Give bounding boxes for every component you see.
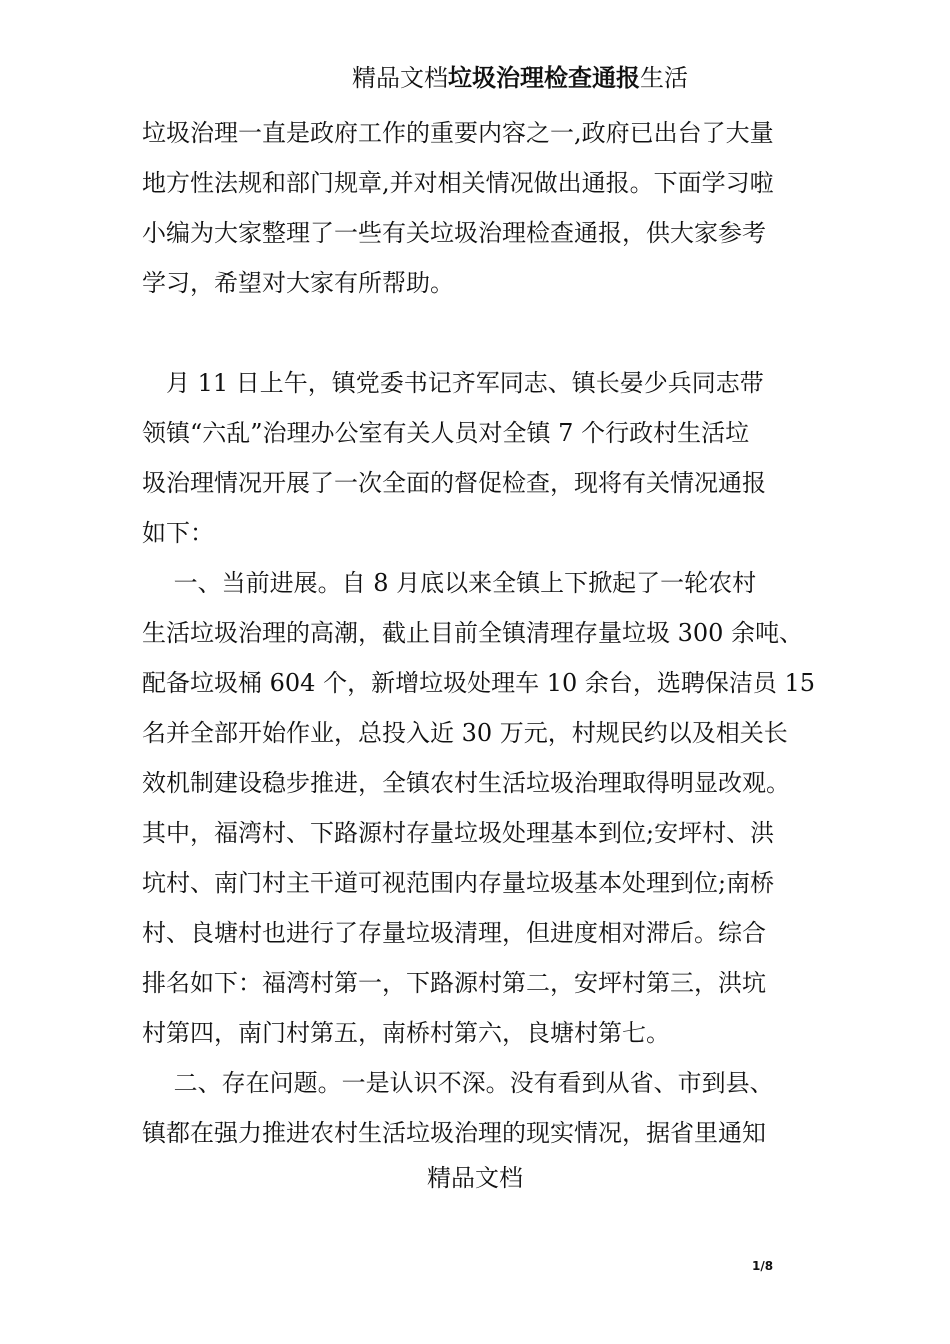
text-line: 坑村、南门村主干道可视范围内存量垃圾基本处理到位;南桥 [142, 869, 775, 897]
page-footer: 精品文档 [427, 1164, 523, 1192]
text-line: 效机制建设稳步推进，全镇农村生活垃圾治理取得明显改观。 [142, 769, 790, 797]
text-line: 其中，福湾村、下路源村存量垃圾处理基本到位;安坪村、洪 [142, 819, 775, 847]
text-line: 名并全部开始作业，总投入近 30 万元，村规民约以及相关长 [142, 719, 788, 747]
text-line: 配备垃圾桶 604 个，新增垃圾处理车 10 余台，选聘保洁员 15 [142, 669, 816, 697]
header-suffix: 生活 [640, 64, 688, 92]
text-line: 学习，希望对大家有所帮助。 [142, 269, 454, 297]
header-prefix: 精品文档 [352, 64, 448, 92]
text-line: 月 11 日上午，镇党委书记齐军同志、镇长晏少兵同志带 [142, 369, 764, 397]
text-line: 二、存在问题。一是认识不深。没有看到从省、市到县、 [142, 1069, 774, 1097]
blank-line [142, 308, 817, 358]
text-line: 小编为大家整理了一些有关垃圾治理检查通报，供大家参考 [142, 219, 766, 247]
page-header [0, 58, 950, 98]
text-line: 圾治理情况开展了一次全面的督促检查，现将有关情况通报 [142, 469, 766, 497]
text-line: 村、良塘村也进行了存量垃圾清理，但进度相对滞后。综合 [142, 919, 766, 947]
document-title: 垃圾治理检查通报 [448, 64, 640, 92]
text-line: 地方性法规和部门规章,并对相关情况做出通报。下面学习啦 [142, 169, 774, 197]
document-body [142, 108, 817, 1158]
text-line: 如下： [142, 519, 214, 547]
text-line: 排名如下：福湾村第一，下路源村第二，安坪村第三，洪坑 [142, 969, 766, 997]
text-line: 领镇“六乱”治理办公室有关人员对全镇 7 个行政村生活垃 [142, 419, 750, 447]
text-line: 一、当前进展。自 8 月底以来全镇上下掀起了一轮农村 [142, 569, 757, 597]
text-line: 村第四，南门村第五，南桥村第六，良塘村第七。 [142, 1019, 670, 1047]
text-line: 垃圾治理一直是政府工作的重要内容之一,政府已出台了大量 [142, 119, 774, 147]
text-line: 镇都在强力推进农村生活垃圾治理的现实情况，据省里通知 [142, 1119, 766, 1147]
page-number: 1/8 [752, 1259, 774, 1273]
text-line: 生活垃圾治理的高潮，截止目前全镇清理存量垃圾 300 余吨、 [142, 619, 804, 647]
